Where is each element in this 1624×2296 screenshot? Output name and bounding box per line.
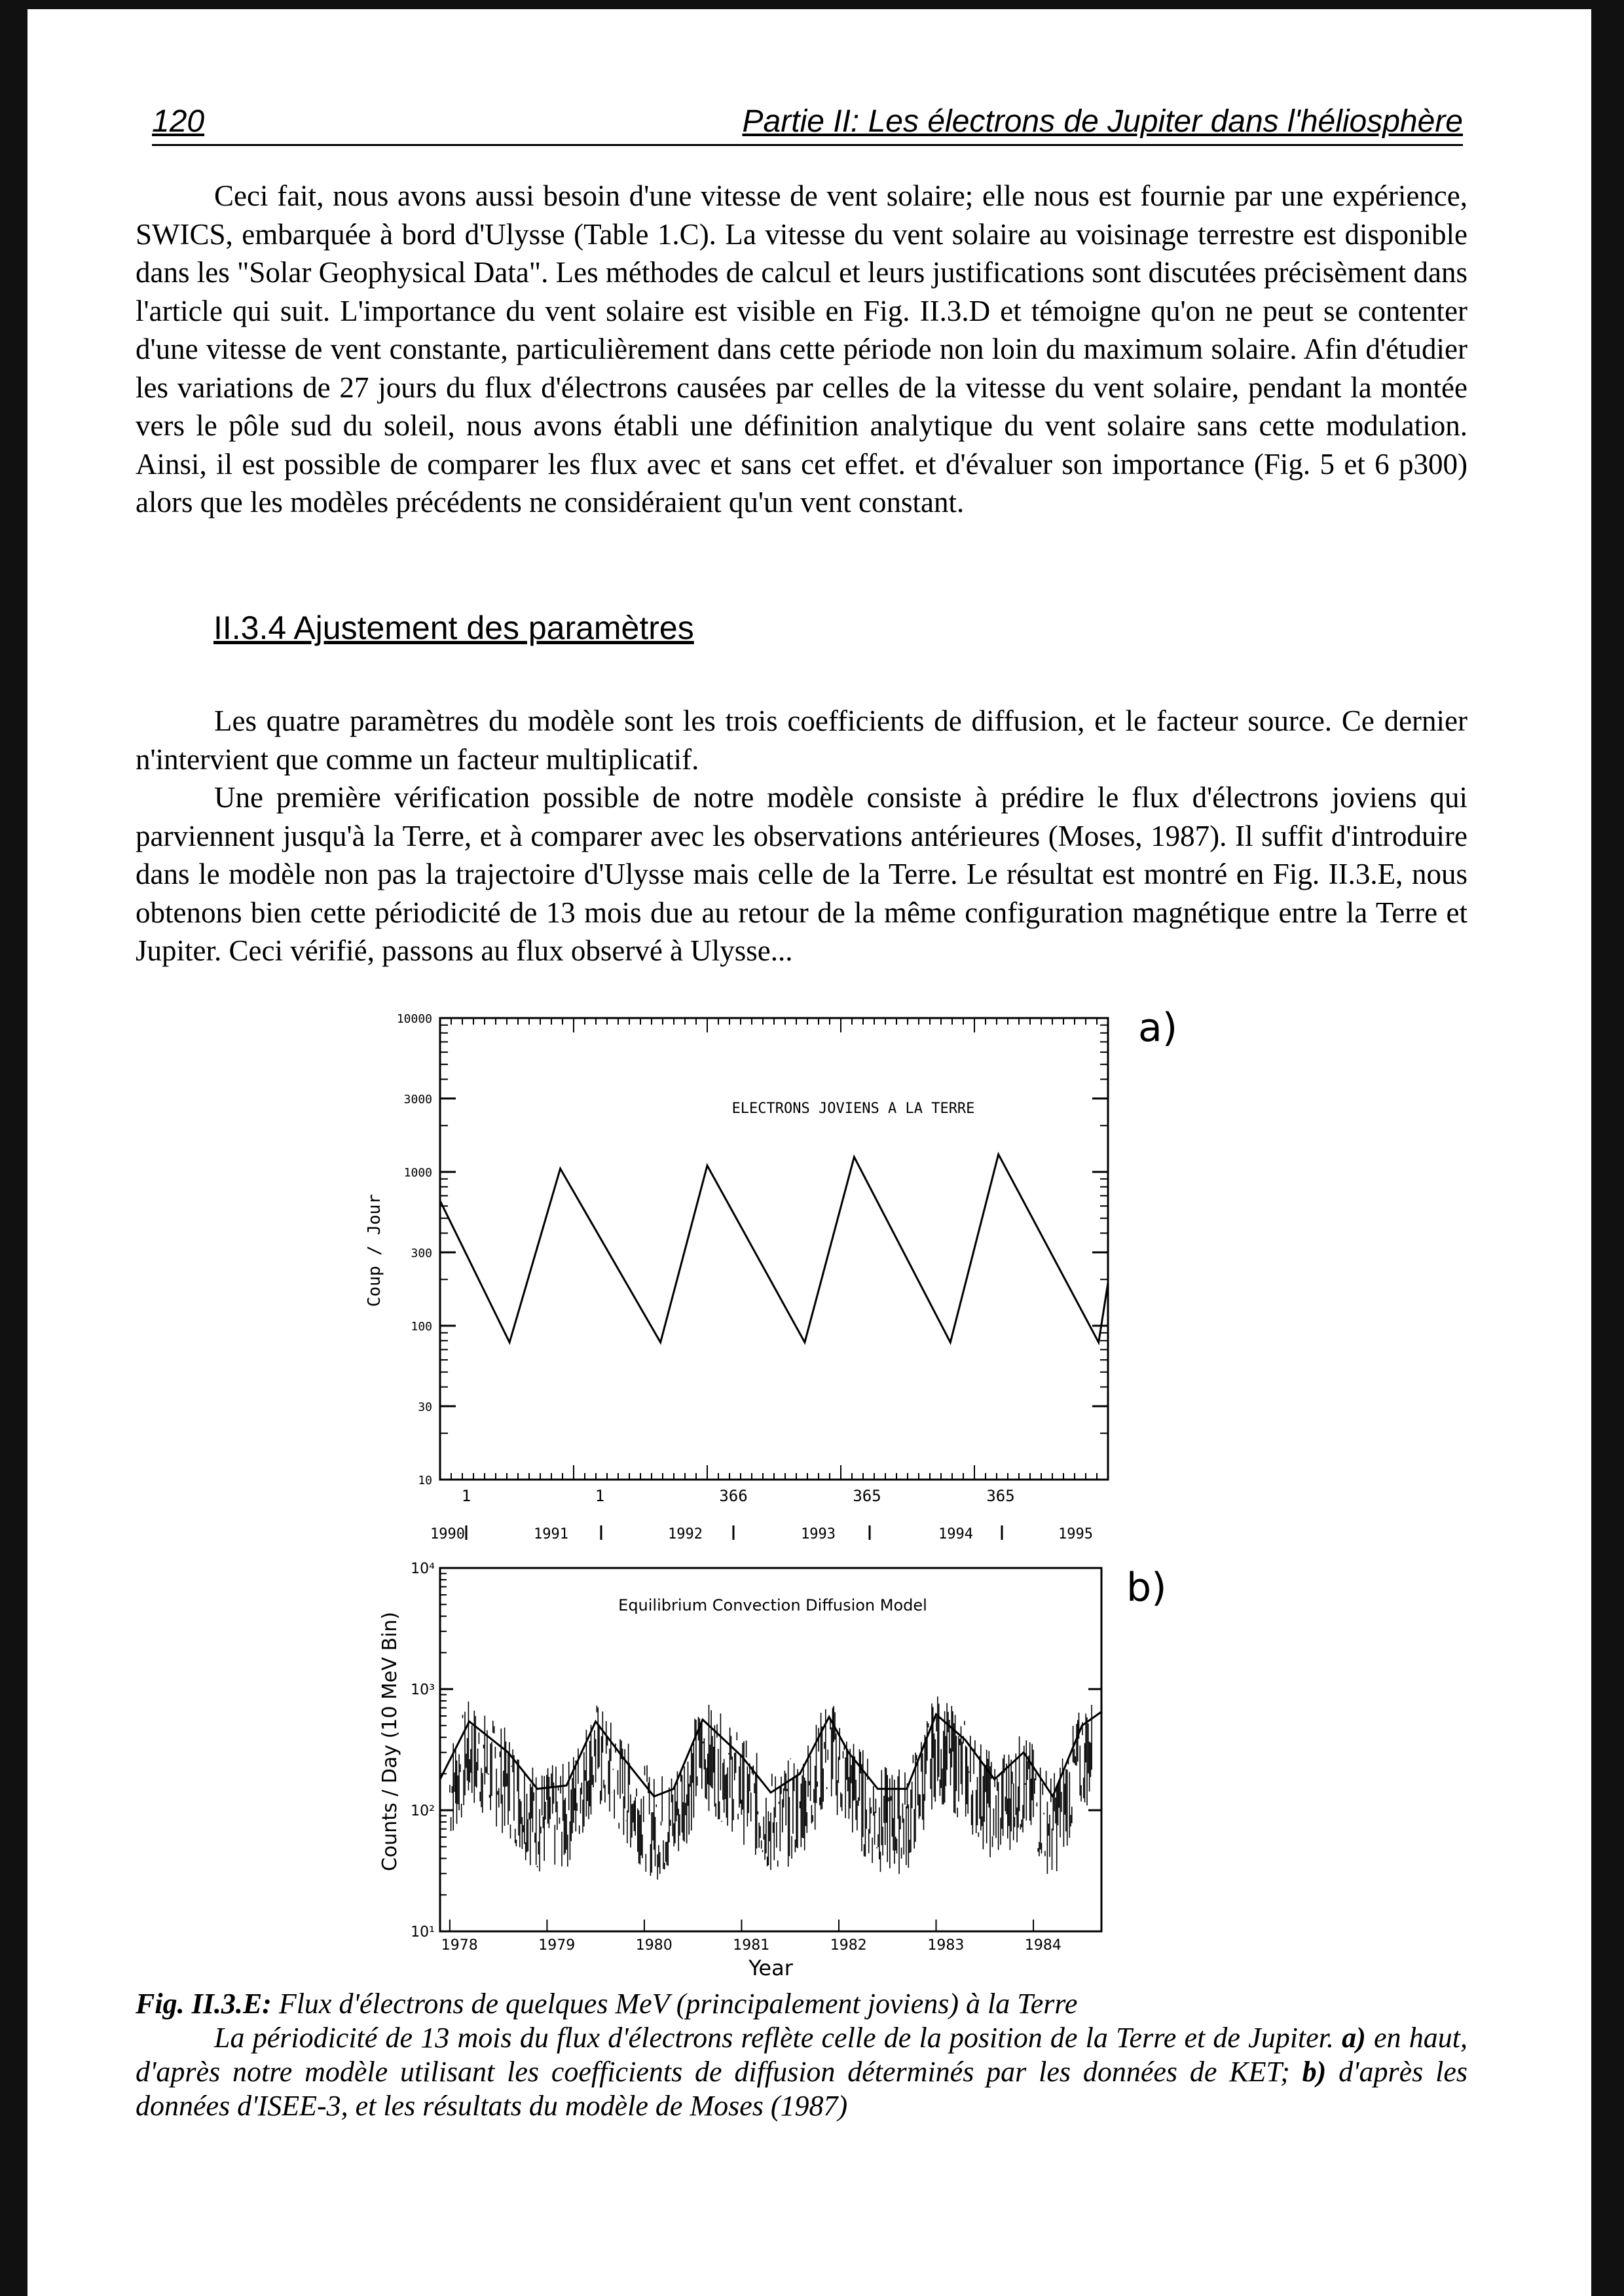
chart-b-ytick-label: 10¹: [411, 1924, 435, 1941]
chart-a-xtick-label: 366: [719, 1487, 748, 1505]
chart-a-frame: [440, 1018, 1108, 1480]
figure-caption: [136, 1987, 1467, 2123]
paragraph-solar-wind: Ceci fait, nous avons aussi besoin d'une vitesse de vent solaire; elle nous est fournie par une expérience, SWICS, embarquée à bord d'Ulysse (Table 1.C). La vitesse du vent solaire au voisinage terrestre est disponible dans les "Solar Geophysical Data". Les méthodes de calcul et leurs justifications sont discutées précisèment dans l'article qui suit. L'importance du vent solaire est visible en Fig. II.3.D et témoigne qu'on ne peut se contenter d'une vitesse de vent constante, particulièrement dans cette période non loin du maximum solaire. Afin d'étudier les variations de 27 jours du flux d'électrons causées par celles de la vitesse du vent solaire, pendant la montée vers le pôle sud du soleil, nous avons établi une définition analytique du vent solaire sans cette modulation. Ainsi, il est possible de comparer les flux avec et sans cet effet. et d'évaluer son importance (Fig. 5 et 6 p300) alors que les modèles précédents ne considéraient qu'un vent constant.: [136, 179, 1467, 519]
chart-a-ytick-label: 300: [411, 1246, 432, 1260]
caption-title: Fig. II.3.E:: [136, 1988, 272, 2020]
chart-b-xtick-label: 1982: [830, 1937, 867, 1954]
caption-label-a: a): [1342, 2022, 1366, 2054]
chart-a: [365, 1005, 1177, 1542]
chart-b-ylabel: Counts / Day (10 MeV Bin): [378, 1611, 401, 1872]
chart-a-ytick-label: 1000: [403, 1166, 432, 1180]
chart-a-xtick-label: 1: [595, 1487, 605, 1505]
chart-b-xtick-label: 1984: [1024, 1937, 1061, 1954]
chart-a-xtick-label: 1: [461, 1487, 471, 1505]
running-title: Partie II: Les électrons de Jupiter dans l'héliosphère: [742, 104, 1463, 139]
chart-a-year-label: 1994: [938, 1526, 973, 1542]
chart-b-ytick-label: 10⁴: [411, 1561, 435, 1577]
chart-a-year-label: 1995: [1058, 1526, 1093, 1542]
chart-a-year-label: 1992: [668, 1526, 703, 1542]
chart-a-ytick-label: 100: [411, 1320, 432, 1334]
chart-a-year-label: 1990: [430, 1526, 465, 1542]
panel-b-label: b): [1126, 1565, 1167, 1611]
section-heading: II.3.4 Ajustement des paramètres: [213, 610, 694, 646]
chart-a-xtick-label: 365: [853, 1487, 881, 1505]
chart-a-ytick-label: 10000: [396, 1012, 432, 1026]
chart-b-xtick-label: 1978: [441, 1937, 478, 1954]
chart-b-xtick-label: 1979: [538, 1937, 576, 1954]
chart-b: [378, 1561, 1167, 1980]
chart-b-xtick-label: 1980: [635, 1937, 673, 1954]
chart-a-series-line: [440, 1154, 1108, 1342]
chart-a-ytick-label: 30: [418, 1400, 432, 1414]
caption-title-rest: Flux d'électrons de quelques MeV (principalement joviens) à la Terre: [271, 1988, 1078, 2020]
panel-a-label: a): [1138, 1005, 1178, 1051]
chart-b-ytick-label: 10³: [411, 1682, 435, 1698]
chart-b-ytick-label: 10²: [411, 1803, 435, 1819]
chart-a-year-label: 1993: [801, 1526, 836, 1542]
chart-b-xtick-label: 1983: [927, 1937, 965, 1954]
chart-b-title: Equilibrium Convection Diffusion Model: [618, 1596, 927, 1614]
paragraph-parameters: Les quatre paramètres du modèle sont les trois coefficients de diffusion, et le facteur source. Ce dernier n'intervient que comme un facteur multiplicatif.: [136, 704, 1467, 776]
chart-a-title: ELECTRONS JOVIENS A LA TERRE: [731, 1101, 975, 1117]
chart-a-ytick-label: 10: [418, 1474, 432, 1487]
chart-a-ytick-label: 3000: [403, 1092, 432, 1106]
caption-body-c: d'après les données d'ISEE-3, et les résultats du modèle de Moses (1987): [136, 2056, 1467, 2122]
caption-body-a: La périodicité de 13 mois du flux d'électrons reflète celle de la position de la Terre et de Jupiter.: [214, 2022, 1342, 2054]
chart-a-ylabel: Coup / Jour: [365, 1194, 384, 1307]
caption-body-b: en haut, d'après notre modèle utilisant les coefficients de diffusion déterminés par les données de KET;: [136, 2022, 1467, 2088]
paragraph-verification: Une première vérification possible de notre modèle consiste à prédire le flux d'électrons joviens qui parviennent jusqu'à la Terre, et à comparer avec les observations antérieures (Moses, 1987). Il suffit d'introduire dans le modèle non pas la trajectoire d'Ulysse mais celle de la Terre. Le résultat est montré en Fig. II.3.E, nous obtenons bien cette périodicité de 13 mois due au retour de la même configuration magnétique entre la Terre et Jupiter. Ceci vérifié, passons au flux observé à Ulysse...: [136, 781, 1467, 967]
chart-b-xtick-label: 1981: [733, 1937, 770, 1954]
chart-b-xlabel: Year: [748, 1956, 793, 1980]
page-number: 120: [152, 104, 205, 139]
chart-a-year-label: 1991: [534, 1526, 568, 1542]
chart-a-xtick-label: 365: [986, 1487, 1015, 1505]
caption-label-b: b): [1302, 2056, 1327, 2088]
chart-b-frame: [440, 1568, 1101, 1931]
